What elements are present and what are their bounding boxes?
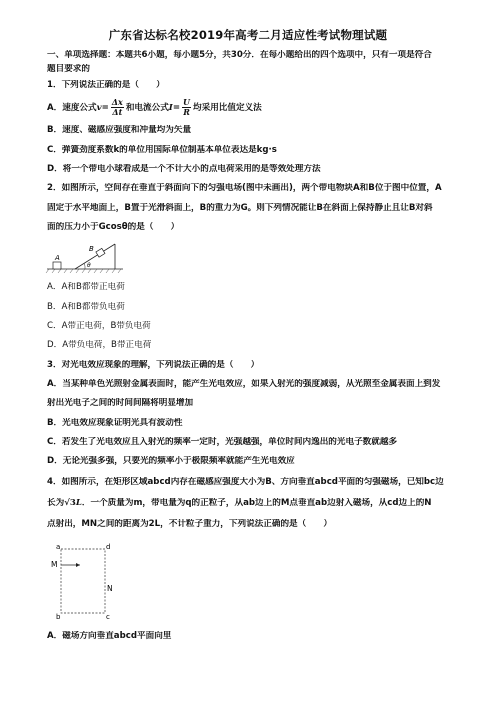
q2-stem-line-1: 2．如图所示，空间存在垂直于斜面向下的匀强电场(图中未画出)，两个带电物块A和B位于图中位置，A [47,183,442,193]
q4-label-c: c [106,613,110,621]
q1-stem: 1．下列说法正确的是（ ） [47,80,165,90]
q4-sqrt3: √3 [64,498,76,508]
q3-option-a-line-1: A．当某种单色光照射金属表面时，能产生光电效应，如果入射光的强度减弱，从光照至金属表面上到发 [47,379,441,389]
q4-region-rect [61,549,105,613]
q4-stem-line-1: 4．如图所示，在矩形区域abcd内存在磁感应强度大小为B、方向垂直abcd平面的匀强磁场，已知bc边 [47,477,444,487]
q3-stem: 3．对光电效应现象的理解，下列说法正确的是（ ） [47,360,260,370]
q2-option-a: A．A和B都带正电荷 [47,282,125,292]
q4-line2-pre: 长为 [47,498,65,508]
q2-incline-figure [45,240,125,274]
q1-option-c: C．弹簧劲度系数k的单位用国际单位制基本单位表达是kg·s [47,145,277,155]
q1-a-v: v [96,103,102,113]
q1-a-den1: Δt [112,107,123,117]
q4-label-d: d [106,543,111,551]
q2-option-b: B．A和B都带负电荷 [47,302,125,312]
q2-ground-hatch [46,269,121,273]
q4-label-b: b [56,613,61,621]
q4-stem-line-2 [47,498,457,509]
q1-option-a [47,97,457,119]
q2-block-a [53,262,61,269]
q2-option-c: C．A带正电荷，B带负电荷 [47,321,151,331]
q2-label-theta: θ [87,262,91,269]
q1-a-num2: U [183,97,191,107]
q1-a-eq2: = [172,103,181,113]
q3-option-b: B．光电效应现象证明光具有波动性 [47,418,183,428]
q1-a-mid: 和电流公式 [125,103,169,113]
q2-stem-line-2: 固定于水平地面上，B置于光滑斜面上，B的重力为G。则下列情况能让B在斜面上保持静止且让B对斜 [47,203,433,213]
q1-option-b: B．速度、磁感应强度和冲量均为矢量 [47,125,192,135]
q2-angle-arc [84,263,85,269]
q4-stem-line-3: 点射出，MN之间的距离为2L，不计粒子重力，下列说法正确的是（ ） [47,519,333,529]
q2-incline-surface [75,244,115,269]
q4-label-n: N [107,584,113,593]
q2-label-a: A [55,254,60,262]
q4-l: L [75,498,82,508]
page-title: 广东省达标名校2019年高考二月适应性考试物理试题 [108,28,388,42]
q2-option-d: D．A带负电荷，B带正电荷 [47,340,152,350]
q1-a-suffix: 均采用比值定义法 [193,103,262,113]
q1-a-i: I [168,103,173,113]
q3-option-c: C．若发生了光电效应且入射光的频率一定时，光强越强，单位时间内逸出的光电子数就越多 [47,437,398,447]
q1-a-fraction-2 [182,98,191,117]
q4-line2-post: ．一个质量为m，带电量为q的正粒子，从ab边上的M点垂直ab边射入磁场，从cd边上的N [81,498,432,508]
q2-block-b [96,248,105,257]
q4-entry-arrowhead [76,563,80,567]
q4-label-a: a [56,543,61,551]
q1-option-d: D．将一个带电小球看成是一个不计大小的点电荷采用的是等效处理方法 [47,164,321,174]
q1-a-eq: = [101,103,109,113]
section-heading-line-2: 题目要求的 [47,64,90,74]
q3-option-d: D．无论光强多强，只要光的频率小于极限频率就能产生光电效应 [47,456,295,466]
q3-option-a-line-2: 射出光电子之间的时间间隔将明显增加 [47,398,194,408]
q4-field-figure [48,541,114,621]
q2-label-b: B [89,245,94,253]
q1-a-fraction-1 [111,98,124,117]
q1-a-den2: R [183,107,190,117]
q2-stem-line-3: 面的压力小于Gcosθ的是（ ） [47,222,180,232]
q4-label-m: M [51,560,58,569]
q4-option-a: A．磁场方向垂直abcd平面向里 [47,631,172,641]
q1-a-num1: Δx [111,97,123,107]
section-heading-line-1: 一、单项选择题：本题共6小题，每小题5分，共30分．在每小题给出的四个选项中，只有一项是符合 [47,50,432,60]
q1-a-prefix: A．速度公式 [47,103,97,113]
